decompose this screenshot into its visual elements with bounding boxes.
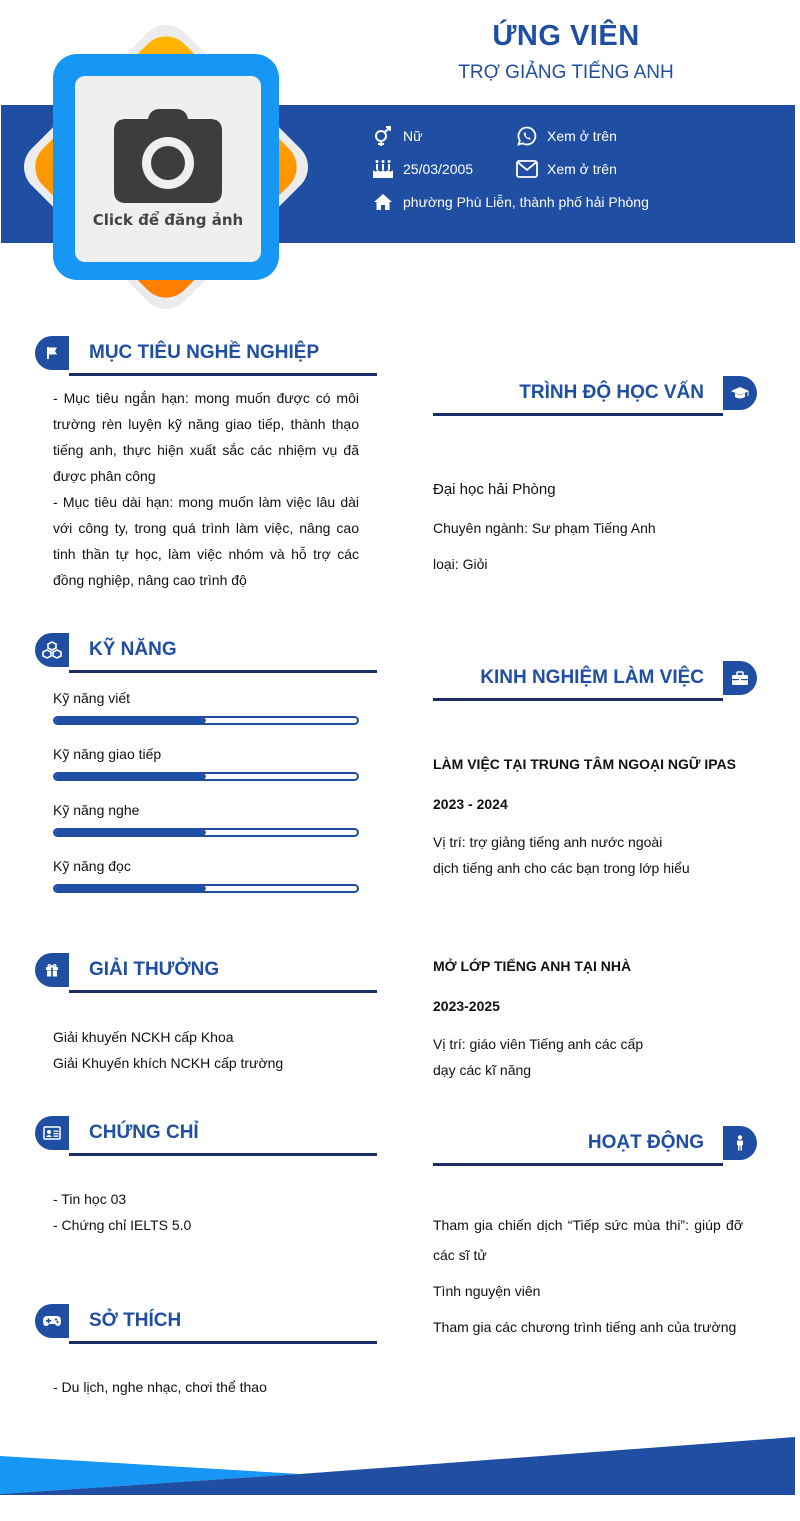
section-badge <box>35 336 69 370</box>
section-badge <box>723 661 757 695</box>
section-title: SỞ THÍCH <box>89 1310 182 1331</box>
home-icon <box>372 192 394 212</box>
section-awards-header <box>35 953 377 993</box>
gender-value: Nữ <box>403 128 423 144</box>
job-description-line: Vị trí: giáo viên Tiếng anh các cấp <box>433 1036 644 1052</box>
skill-label: Kỹ năng đọc <box>53 858 131 874</box>
section-title: CHỨNG CHỈ <box>89 1122 199 1143</box>
section-underline <box>69 670 377 673</box>
job-period: 2023-2025 <box>433 998 500 1014</box>
award-item: Giải khuyến NCKH cấp Khoa <box>53 1029 234 1045</box>
skill-bar-fill <box>55 830 206 835</box>
section-title: GIẢI THƯỞNG <box>89 959 220 980</box>
section-badge <box>723 1126 757 1160</box>
education-major: Chuyên ngành: Sư phạm Tiếng Anh <box>433 520 656 536</box>
photo-frame[interactable] <box>25 26 307 308</box>
contact-address <box>372 192 649 212</box>
section-underline <box>69 990 377 993</box>
section-underline <box>69 1153 377 1156</box>
cubes-icon <box>42 641 62 659</box>
certificate-item: - Chứng chỉ IELTS 5.0 <box>53 1217 192 1233</box>
career-goal-short-term: - Mục tiêu ngắn hạn: mong muốn được có môi trường rèn luyện kỹ năng giao tiếp, thành thạo tiếng anh, thực hiện xuất sắc các nhiệm vụ đã được phân công <box>53 390 359 484</box>
gamepad-icon <box>42 1315 62 1327</box>
education-grade: loại: Giỏi <box>433 556 488 572</box>
flag-icon <box>45 346 59 360</box>
job-position: TRỢ GIẢNG TIẾNG ANH <box>458 62 674 83</box>
section-badge <box>35 953 69 987</box>
job-description-line: dạy các kĩ năng <box>433 1062 532 1078</box>
skill-label: Kỹ năng viết <box>53 690 131 706</box>
envelope-icon <box>516 159 538 179</box>
activity-item: Tham gia các chương trình tiếng anh của trường <box>433 1319 737 1335</box>
camera-icon <box>114 109 222 203</box>
job-company: MỞ LỚP TIẾNG ANH TẠI NHÀ <box>433 958 632 974</box>
skill-bar <box>53 772 359 781</box>
skill-label: Kỹ năng giao tiếp <box>53 746 162 762</box>
birthday-cake-icon <box>372 159 394 179</box>
certificate-item: - Tin học 03 <box>53 1191 127 1207</box>
skill-bar-fill <box>55 718 206 723</box>
job-company: LÀM VIỆC TẠI TRUNG TÂM NGOẠI NGỮ IPAS <box>433 756 737 772</box>
section-underline <box>69 1341 377 1344</box>
photo-upload-label: Click để đăng ảnh <box>92 211 244 229</box>
section-title: HOẠT ĐỘNG <box>587 1132 704 1153</box>
section-title: MỤC TIÊU NGHỀ NGHIỆP <box>89 342 320 363</box>
section-badge <box>723 376 757 410</box>
education-school: Đại học hải Phòng <box>433 481 556 498</box>
section-title: KỸ NĂNG <box>89 639 177 660</box>
skill-bar <box>53 716 359 725</box>
skill-bar-fill <box>55 886 206 891</box>
section-underline <box>433 698 723 701</box>
hobby-item: - Du lịch, nghe nhạc, chơi thể thao <box>53 1379 267 1395</box>
section-badge <box>35 1304 69 1338</box>
section-education-header <box>433 376 757 416</box>
section-skills-header <box>35 633 377 673</box>
contact-email <box>516 159 617 179</box>
job-description-line: Vị trí: trợ giảng tiếng anh nước ngoài <box>433 834 663 850</box>
gift-icon <box>45 963 59 977</box>
skill-label: Kỹ năng nghe <box>53 802 140 818</box>
skill-bar <box>53 828 359 837</box>
skill-bar <box>53 884 359 893</box>
photo-upload-box[interactable] <box>75 76 261 262</box>
section-title: KINH NGHIỆM LÀM VIỆC <box>480 667 704 688</box>
gender-icon <box>372 126 394 146</box>
whatsapp-icon <box>516 126 538 146</box>
section-title: TRÌNH ĐỘ HỌC VẤN <box>519 382 704 403</box>
contact-phone <box>516 126 617 146</box>
candidate-name: ỨNG VIÊN <box>492 20 640 52</box>
skill-bar-fill <box>55 774 206 779</box>
career-goal-long-term: - Mục tiêu dài hạn: mong muốn làm việc lâu dài với công ty, trong quá trình làm việc, nâng cao tinh thần tự học, làm việc nhóm và hỗ trợ các đồng nghiệp, nâng cao trình độ <box>53 494 359 588</box>
contact-gender <box>372 126 422 146</box>
birthday-value: 25/03/2005 <box>403 161 474 177</box>
section-underline <box>433 1163 723 1166</box>
award-item: Giải Khuyến khích NCKH cấp trường <box>53 1055 284 1071</box>
activity-item: Tham gia chiến dịch “Tiếp sức mùa thi”: giúp đỡ các sĩ tử <box>433 1217 743 1263</box>
section-badge <box>35 633 69 667</box>
person-icon <box>735 1135 745 1151</box>
briefcase-icon <box>731 671 749 686</box>
section-underline <box>433 413 723 416</box>
email-value: Xem ở trên <box>547 161 617 177</box>
footer-decoration <box>0 1432 800 1502</box>
section-badge <box>35 1116 69 1150</box>
contact-birthday <box>372 159 473 179</box>
phone-value: Xem ở trên <box>547 128 617 144</box>
section-certificates-header <box>35 1116 377 1156</box>
job-description-line: dịch tiếng anh cho các bạn trong lớp hiểu <box>433 860 690 876</box>
address-value: phường Phù Liễn, thành phố hải Phòng <box>403 194 649 210</box>
section-experience-header <box>433 661 757 701</box>
activity-item: Tình nguyện viên <box>433 1283 541 1299</box>
id-card-icon <box>43 1126 61 1140</box>
graduation-cap-icon <box>730 386 750 400</box>
section-career-goal-header <box>35 336 377 376</box>
section-activities-header <box>433 1126 757 1166</box>
section-underline <box>69 373 377 376</box>
section-hobbies-header <box>35 1304 377 1344</box>
job-period: 2023 - 2024 <box>433 796 508 812</box>
